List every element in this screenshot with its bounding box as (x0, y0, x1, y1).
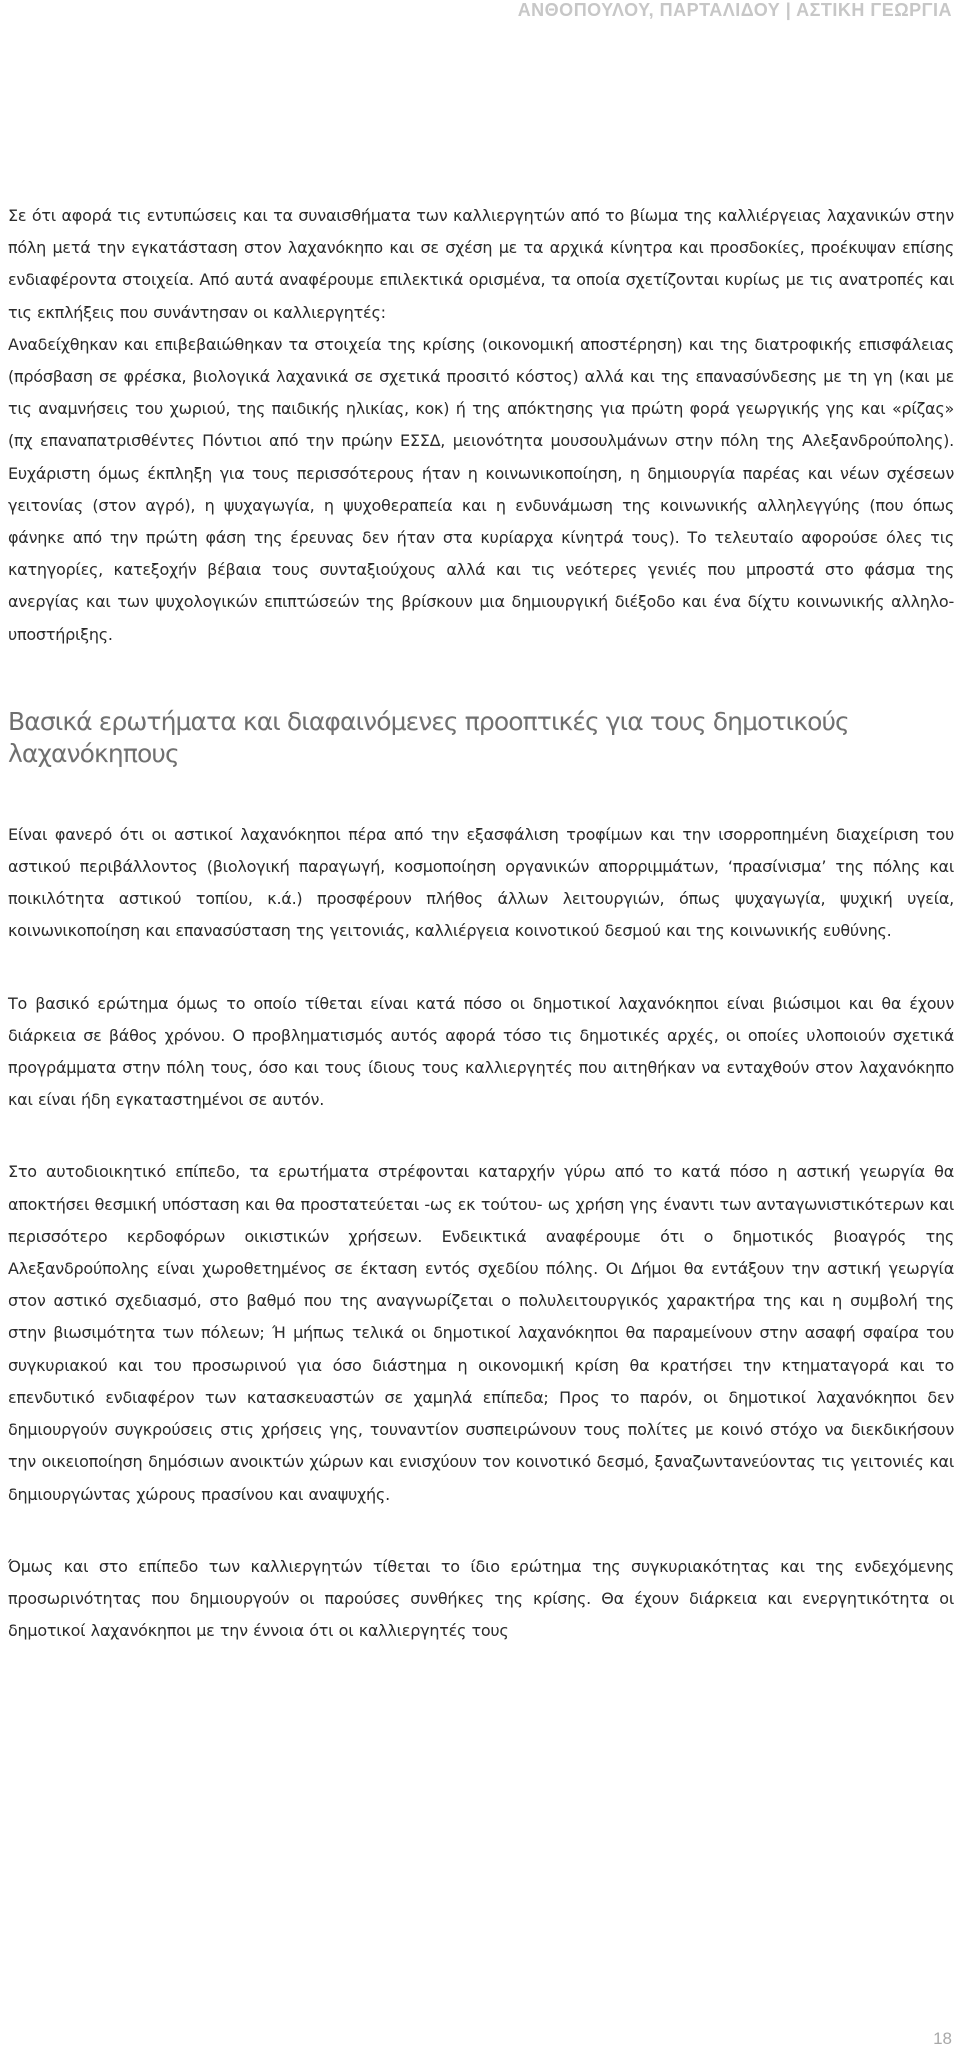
document-body (8, 200, 954, 1647)
section-heading: Βασικά ερωτήματα και διαφαινόμενες προοπτικές για τους δημοτικούς λαχανόκηπους (8, 706, 849, 768)
paragraph-urban-gardens-functions: Είναι φανερό ότι οι αστικοί λαχανόκηποι πέρα από την εξασφάλιση τροφίμων και την ισορροπημένη διαχείριση του αστικού περιβάλλοντος (βιολογική παραγωγή, κοσμοποίηση οργανικών απορριμμάτων, ‘πρασίνισμα’ της πόλης και ποικιλότητα αστικού τοπίου, κ.ά.) προσφέρουν πλήθος άλλων λειτουργιών, όπως ψυχαγωγία, ψυχική υγεία, κοινωνικοποίηση και επανασύσταση της γειτονιάς, καλλιέργεια κοινοτικού δεσμού και της κοινωνικής ευθύνης. (8, 824, 954, 941)
running-header-title: ΑΝΘΟΠΟΥΛΟΥ, ΠΑΡΤΑΛΙΔΟΥ | ΑΣΤΙΚΗ ΓΕΩΡΓΙΑ (517, 0, 952, 20)
paragraph-growers-level: Όμως και στο επίπεδο των καλλιεργητών τίθεται το ίδιο ερώτημα της συγκυριακότητας και της ενδεχόμενης προσωρινότητας που δημιουργούν οι παρούσες συνθήκες της κρίσης. Θα έχουν διάρκεια και ενεργητικότητα οι δημοτικοί λαχανόκηποι με την έννοια ότι οι καλλιεργητές τους (8, 1556, 954, 1641)
paragraph-sustainability-question: Το βασικό ερώτημα όμως το οποίο τίθεται είναι κατά πόσο οι δημοτικοί λαχανόκηποι είναι βιώσιμοι και θα έχουν διάρκεια σε βάθος χρόνου. Ο προβληματισμός αυτός αφορά τόσο τις δημοτικές αρχές, οι οποίες υλοποιούν σχετικά προγράμματα στην πόλη τους, όσο και τους ίδιους τους καλλιεργητές που αιτηθήκαν να ενταχθούν στον λαχανόκηπο και είναι ήδη εγκαταστημένοι σε αυτόν. (8, 993, 954, 1110)
paragraph-municipal-level: Στο αυτοδιοικητικό επίπεδο, τα ερωτήματα στρέφονται καταρχήν γύρω από το κατά πόσο η αστική γεωργία θα αποκτήσει θεσμική υπόσταση και θα προστατεύεται -ως εκ τούτου- ως χρήση γης έναντι των ανταγωνιστικότερων και περισσότερο κερδοφόρων οικιστικών χρήσεων. Ενδεικτικά αναφέρουμε ότι ο δημοτικός βιοαγρός της Αλεξανδρούπολης είναι χωροθετημένος σε έκταση εντός σχεδίου πόλης. Οι Δήμοι θα εντάξουν την αστική γεωργία στον αστικό σχεδιασμό, στο βαθμό που της αναγνωρίζεται ο πολυλειτουργικός χαρακτήρα της και η συμβολή της στην βιωσιμότητα των πόλεων; Ή μήπως τελικά οι δημοτικοί λαχανόκηποι θα παραμείνουν στην ασαφή σφαίρα του συγκυριακού και του προσωρινού για όσο διάστημα η οικονομική κρίση θα κρατήσει την κτηματαγορά και το επενδυτικό ενδιαφέρον των κατασκευαστών σε χαμηλά επίπεδα; Προς το παρόν, οι δημοτικοί λαχανόκηποι δεν δημιουργούν συγκρούσεις στις χρήσεις γης, τουναντίον συσπειρώνουν τους πολίτες με κοινό στόχο να διεκδικήσουν την οικειοποίηση δημόσιων ανοικτών χώρων και ενισχύουν τον κοινοτικό δεσμό, ξαναζωντανεύοντας τις γειτονιές και δημιουργώντας χώρους πρασίνου και αναψυχής. (8, 1162, 954, 1504)
paragraph-impressions: Σε ότι αφορά τις εντυπώσεις και τα συναισθήματα των καλλιεργητών από το βίωμα της καλλιέργειας λαχανικών στην πόλη μετά την εγκατάσταση στον λαχανόκηπο και σε σχέση με τα αρχικά κίνητρα και προσδοκίες, προέκυψαν επίσης ενδιαφέροντα στοιχεία. Από αυτά αναφέρουμε επιλεκτικά ορισμένα, τα οποία σχετίζονται κυρίως με τις ανατροπές και τις εκπλήξεις που συνάντησαν οι καλλιεργητές: (8, 206, 954, 322)
paragraph-findings: Αναδείχθηκαν και επιβεβαιώθηκαν τα στοιχεία της κρίσης (οικονομική αποστέρηση) και της διατροφικής επισφάλειας (πρόσβαση σε φρέσκα, βιολογικά λαχανικά σε σχετικά προσιτό κόστος) αλλά και της επανασύνδεσης με τη γη (και με τις αναμνήσεις του χωριού, της παιδικής ηλικίας, κοκ) ή της απόκτησης για πρώτη φορά γεωργικής γης και «ρίζας» (πχ επαναπατρισθέντες Πόντιοι από την πρώην ΕΣΣΔ, μειονότητα μουσουλμάνων στην πόλη της Αλεξανδρούπολης). Ευχάριστη όμως έκπληξη για τους περισσότερους ήταν η κοινωνικοποίηση, η δημιουργία παρέας και νέων σχέσεων γειτονίας (στον αγρό), η ψυχαγωγία, η ψυχοθεραπεία και η ενδυνάμωση της κοινωνικής αλληλεγγύης (που όπως φάνηκε από την πρώτη φάση της έρευνας δεν ήταν στα κυρίαρχα κίνητρά τους). Το τελευταίο αφορούσε όλες τις κατηγορίες, κατεξοχήν βέβαια τους συνταξιούχους αλλά και τις νεότερες γενιές που μπροστά στο φάσμα της ανεργίας και των ψυχολογικών επιπτώσεών της βρίσκουν μια δημιουργική διέξοδο και ένα δίχτυ κοινωνικής αλληλο-υποστήριξης. (8, 334, 954, 644)
page-number: 18 (933, 2029, 952, 2048)
